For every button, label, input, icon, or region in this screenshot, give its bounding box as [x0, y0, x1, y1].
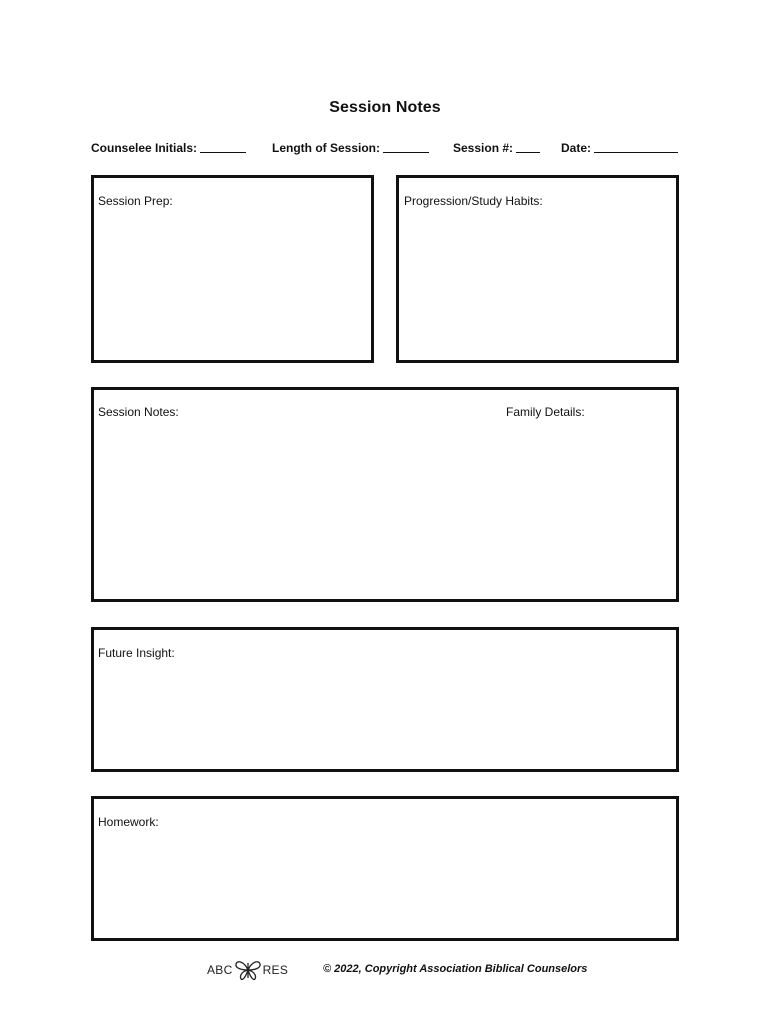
logo-text-right: RES	[262, 963, 289, 977]
progression-study-habits-label: Progression/Study Habits:	[404, 194, 543, 208]
session-number-label: Session #:	[453, 141, 514, 155]
copyright-text: © 2022, Copyright Association Biblical Counselors	[323, 963, 588, 975]
session-number-blank[interactable]	[516, 141, 540, 153]
date-label: Date:	[561, 141, 592, 155]
length-of-session-label: Length of Session:	[272, 141, 380, 155]
length-of-session-field[interactable]	[272, 141, 429, 155]
butterfly-icon	[234, 959, 262, 981]
abc-res-logo	[207, 958, 288, 982]
future-insight-box[interactable]	[91, 627, 679, 772]
counselee-initials-field[interactable]	[91, 141, 246, 155]
logo-text-left: ABC	[207, 963, 233, 977]
homework-label: Homework:	[98, 815, 159, 829]
session-notes-box[interactable]	[91, 387, 679, 602]
family-details-label: Family Details:	[506, 405, 585, 419]
date-field[interactable]	[561, 141, 678, 155]
date-blank[interactable]	[594, 141, 678, 153]
session-notes-label: Session Notes:	[98, 405, 179, 419]
length-of-session-blank[interactable]	[383, 141, 429, 153]
session-prep-label: Session Prep:	[98, 194, 173, 208]
homework-box[interactable]	[91, 796, 679, 941]
counselee-initials-blank[interactable]	[200, 141, 246, 153]
session-number-field[interactable]	[453, 141, 540, 155]
future-insight-label: Future Insight:	[98, 646, 175, 660]
counselee-initials-label: Counselee Initials:	[91, 141, 198, 155]
page-title: Session Notes	[329, 99, 441, 116]
